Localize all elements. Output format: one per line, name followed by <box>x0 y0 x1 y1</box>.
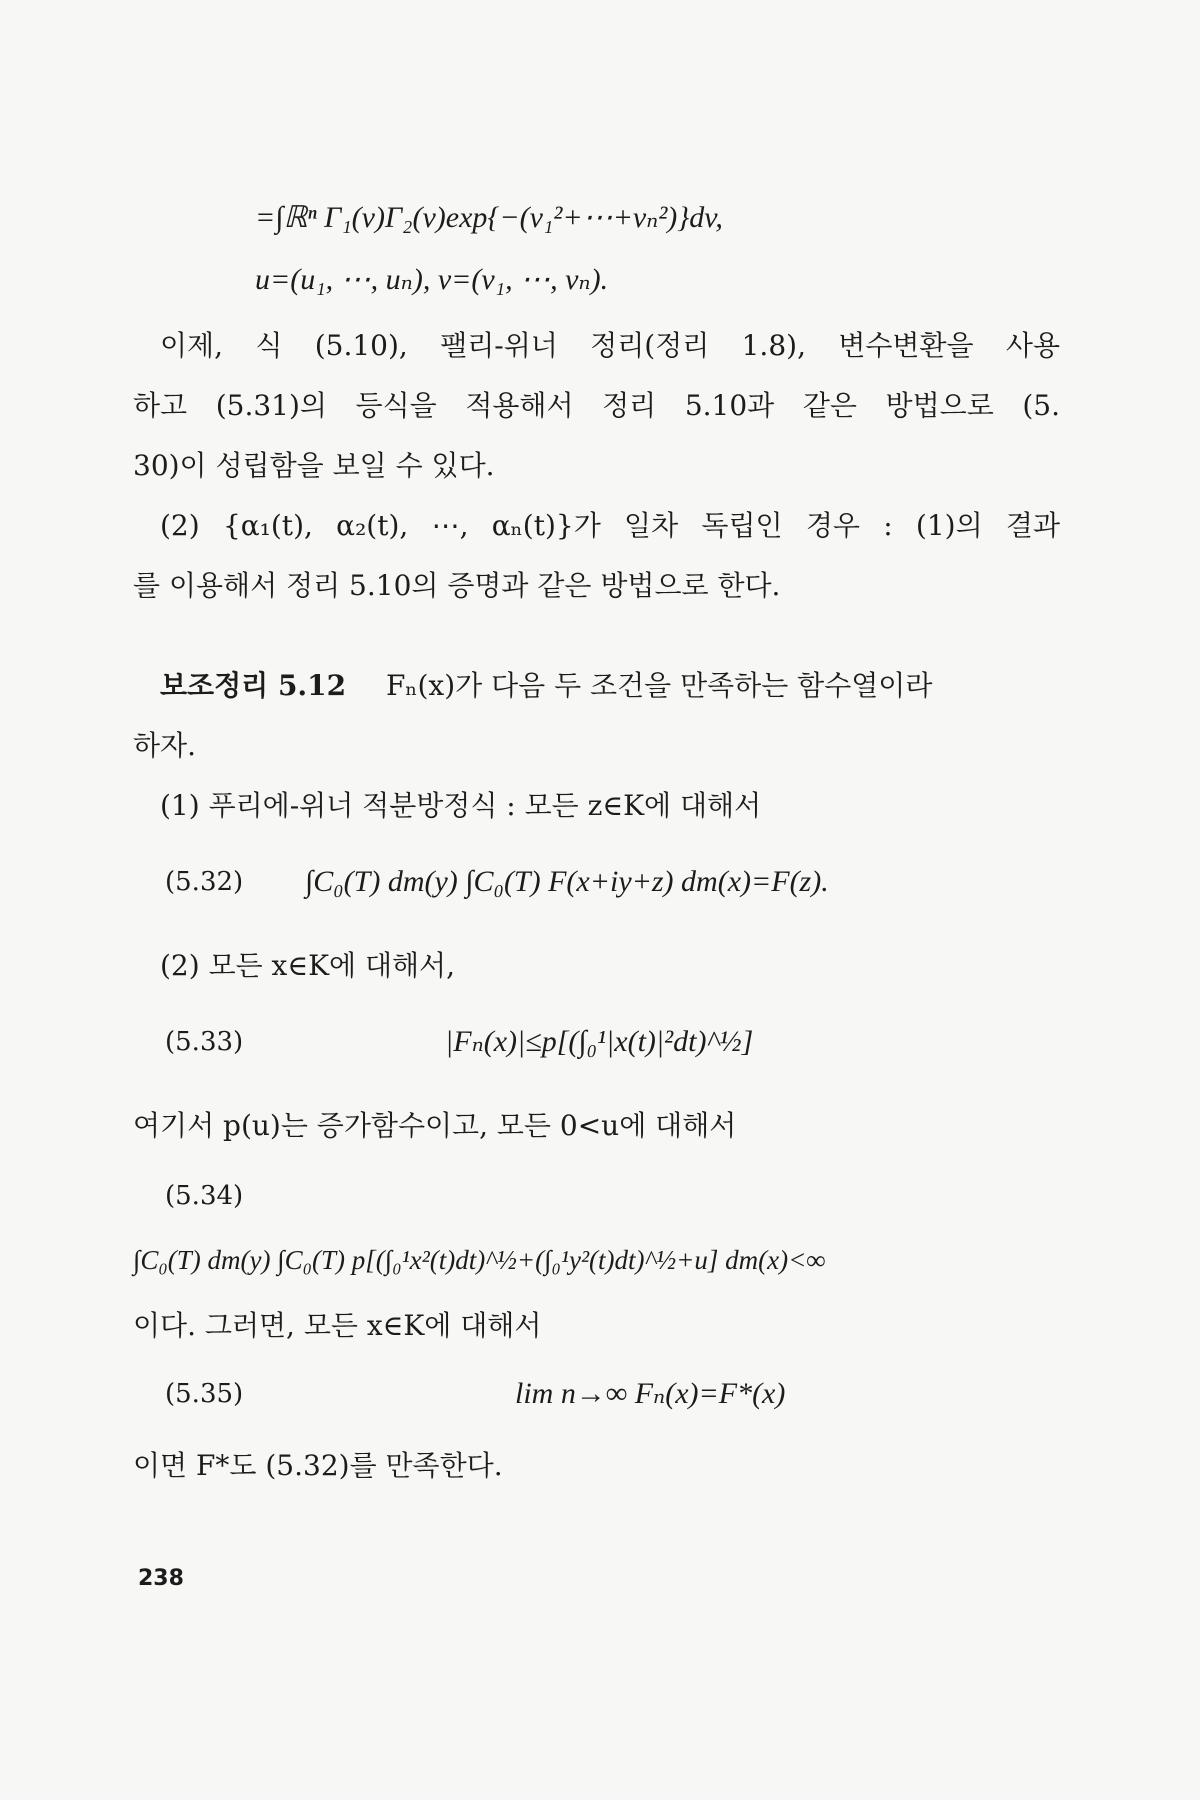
equation-535: lim n→∞ Fₙ(x)=F*(x) <box>515 1377 786 1410</box>
lemma-heading: 보조정리 5.12 <box>160 669 347 702</box>
conclusion-line: 이면 F*도 (5.32)를 만족한다. <box>133 1449 503 1482</box>
lemma-line1: Fₙ(x)가 다음 두 조건을 만족하는 함수열이라 <box>385 669 933 702</box>
para1-line2: 하고 (5.31)의 등식을 적용해서 정리 5.10과 같은 방법으로 (5. <box>133 389 1060 422</box>
page-number: 238 <box>138 1566 184 1591</box>
then-line: 이다. 그러면, 모든 x∈K에 대해서 <box>133 1309 542 1342</box>
lemma-line2: 하자. <box>133 729 196 762</box>
para1-line3: 30)이 성립함을 보일 수 있다. <box>133 449 495 482</box>
equation-top-line1: =∫ℝⁿ Γ₁(v)Γ₂(v)exp{−(v₁²+⋯+vₙ²)}dv, <box>255 201 723 234</box>
eq532-label: (5.32) <box>165 867 244 897</box>
para2-line1: (2) {α₁(t), α₂(t), ⋯, αₙ(t)}가 일차 독립인 경우 : (1)의 결과 <box>160 509 1060 542</box>
equation-534: ∫C₀(T) dm(y) ∫C₀(T) p[(∫₀¹x²(t)dt)^½+(∫₀¹y²(t)dt)^½+u] dm(x)<∞ <box>133 1245 826 1275</box>
eq535-label: (5.35) <box>165 1379 244 1409</box>
condition-2: (2) 모든 x∈K에 대해서, <box>160 949 455 982</box>
condition-1: (1) 푸리에-위너 적분방정식 : 모든 z∈K에 대해서 <box>160 789 762 822</box>
where-line: 여기서 p(u)는 증가함수이고, 모든 0<u에 대해서 <box>133 1109 737 1142</box>
para1-line1: 이제, 식 (5.10), 팰리-위너 정리(정리 1.8), 변수변환을 사용 <box>160 329 1060 362</box>
eq534-label: (5.34) <box>165 1181 244 1211</box>
equation-533: |Fₙ(x)|≤p[(∫₀¹|x(t)|²dt)^½] <box>445 1025 754 1058</box>
equation-532: ∫C₀(T) dm(y) ∫C₀(T) F(x+iy+z) dm(x)=F(z). <box>305 865 829 898</box>
lemma-heading-line <box>160 666 932 706</box>
para2-line2: 를 이용해서 정리 5.10의 증명과 같은 방법으로 한다. <box>133 569 781 602</box>
eq533-label: (5.33) <box>165 1027 244 1057</box>
equation-top-line2: u=(u₁, ⋯, uₙ), v=(v₁, ⋯, vₙ). <box>255 263 609 296</box>
